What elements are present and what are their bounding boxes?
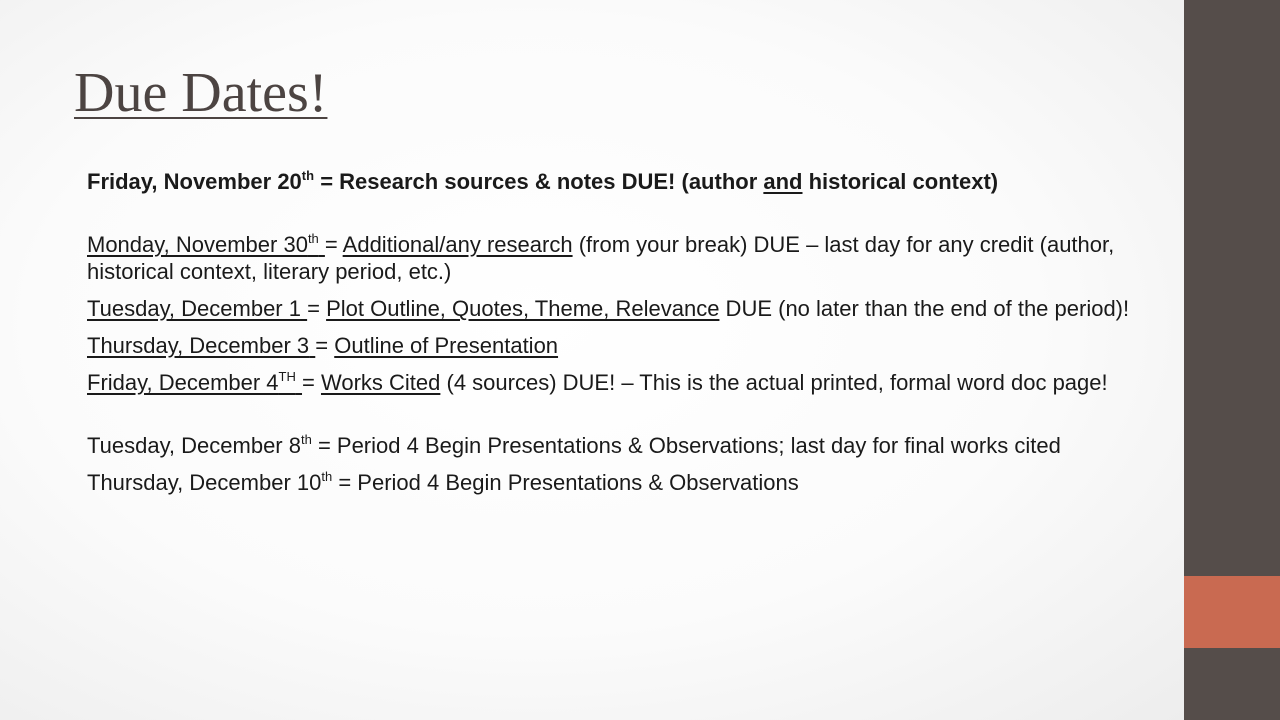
due-date-text: Friday, December 4 (87, 370, 279, 395)
spacer (87, 285, 1137, 295)
due-task: Plot Outline, Quotes, Theme, Relevance (326, 296, 720, 321)
due-task: Outline of Presentation (334, 333, 559, 358)
due-item-dec-10 (87, 469, 1137, 496)
due-description-rest: (4 sources) DUE! – This is the actual printed, formal word doc page! (440, 370, 1108, 395)
due-dates-list (87, 168, 1137, 496)
due-item-dec-8 (87, 432, 1137, 459)
due-description-rest: historical context) (802, 169, 999, 194)
due-date-text: Thursday, December 3 (87, 333, 310, 358)
spacer (87, 396, 1137, 432)
decorative-sidebar (1184, 0, 1280, 720)
due-date (87, 232, 325, 257)
due-description-rest: (from your break) DUE – last day for any credit (author, historical context, literary period, etc.) (87, 232, 1115, 284)
date-suffix: th (321, 469, 333, 484)
due-description-rest: = Period 4 Begin Presentations & Observations (332, 470, 799, 495)
due-date: Thursday, December 10 (87, 470, 322, 495)
due-date: Tuesday, December 8 (87, 433, 301, 458)
due-item-dec-1 (87, 295, 1137, 322)
spacer (87, 322, 1137, 332)
due-date (87, 296, 307, 321)
due-description-rest: = Period 4 Begin Presentations & Observations; last day for final works cited (311, 433, 1061, 458)
spacer (87, 359, 1137, 369)
equals-sign: = (324, 232, 343, 257)
due-date-text: Tuesday, December 1 (87, 296, 301, 321)
equals-sign: = (307, 296, 327, 321)
due-description: = Research sources & notes DUE! (author (314, 169, 764, 194)
due-date: Friday, November 20 (87, 169, 302, 194)
due-item-nov-20 (87, 168, 1137, 195)
due-date-text: Monday, November 30 (87, 232, 308, 257)
date-suffix: th (307, 231, 319, 246)
due-description-rest: DUE (no later than the end of the period)! (719, 296, 1130, 321)
due-task: Works Cited (320, 370, 441, 395)
equals-sign: = (302, 370, 321, 395)
date-suffix: TH (278, 369, 296, 384)
date-suffix: th (301, 168, 315, 183)
due-item-dec-4 (87, 369, 1137, 396)
slide-title: Due Dates! (74, 62, 328, 124)
spacer (87, 195, 1137, 231)
equals-sign: = (315, 333, 335, 358)
spacer (87, 459, 1137, 469)
emphasis-and: and (763, 169, 803, 194)
accent-block (1184, 576, 1280, 648)
due-item-dec-3 (87, 332, 1137, 359)
due-date (87, 370, 302, 395)
due-date (87, 333, 315, 358)
date-suffix: th (300, 432, 312, 447)
due-task: Additional/any research (342, 232, 573, 257)
due-item-nov-30 (87, 231, 1137, 285)
